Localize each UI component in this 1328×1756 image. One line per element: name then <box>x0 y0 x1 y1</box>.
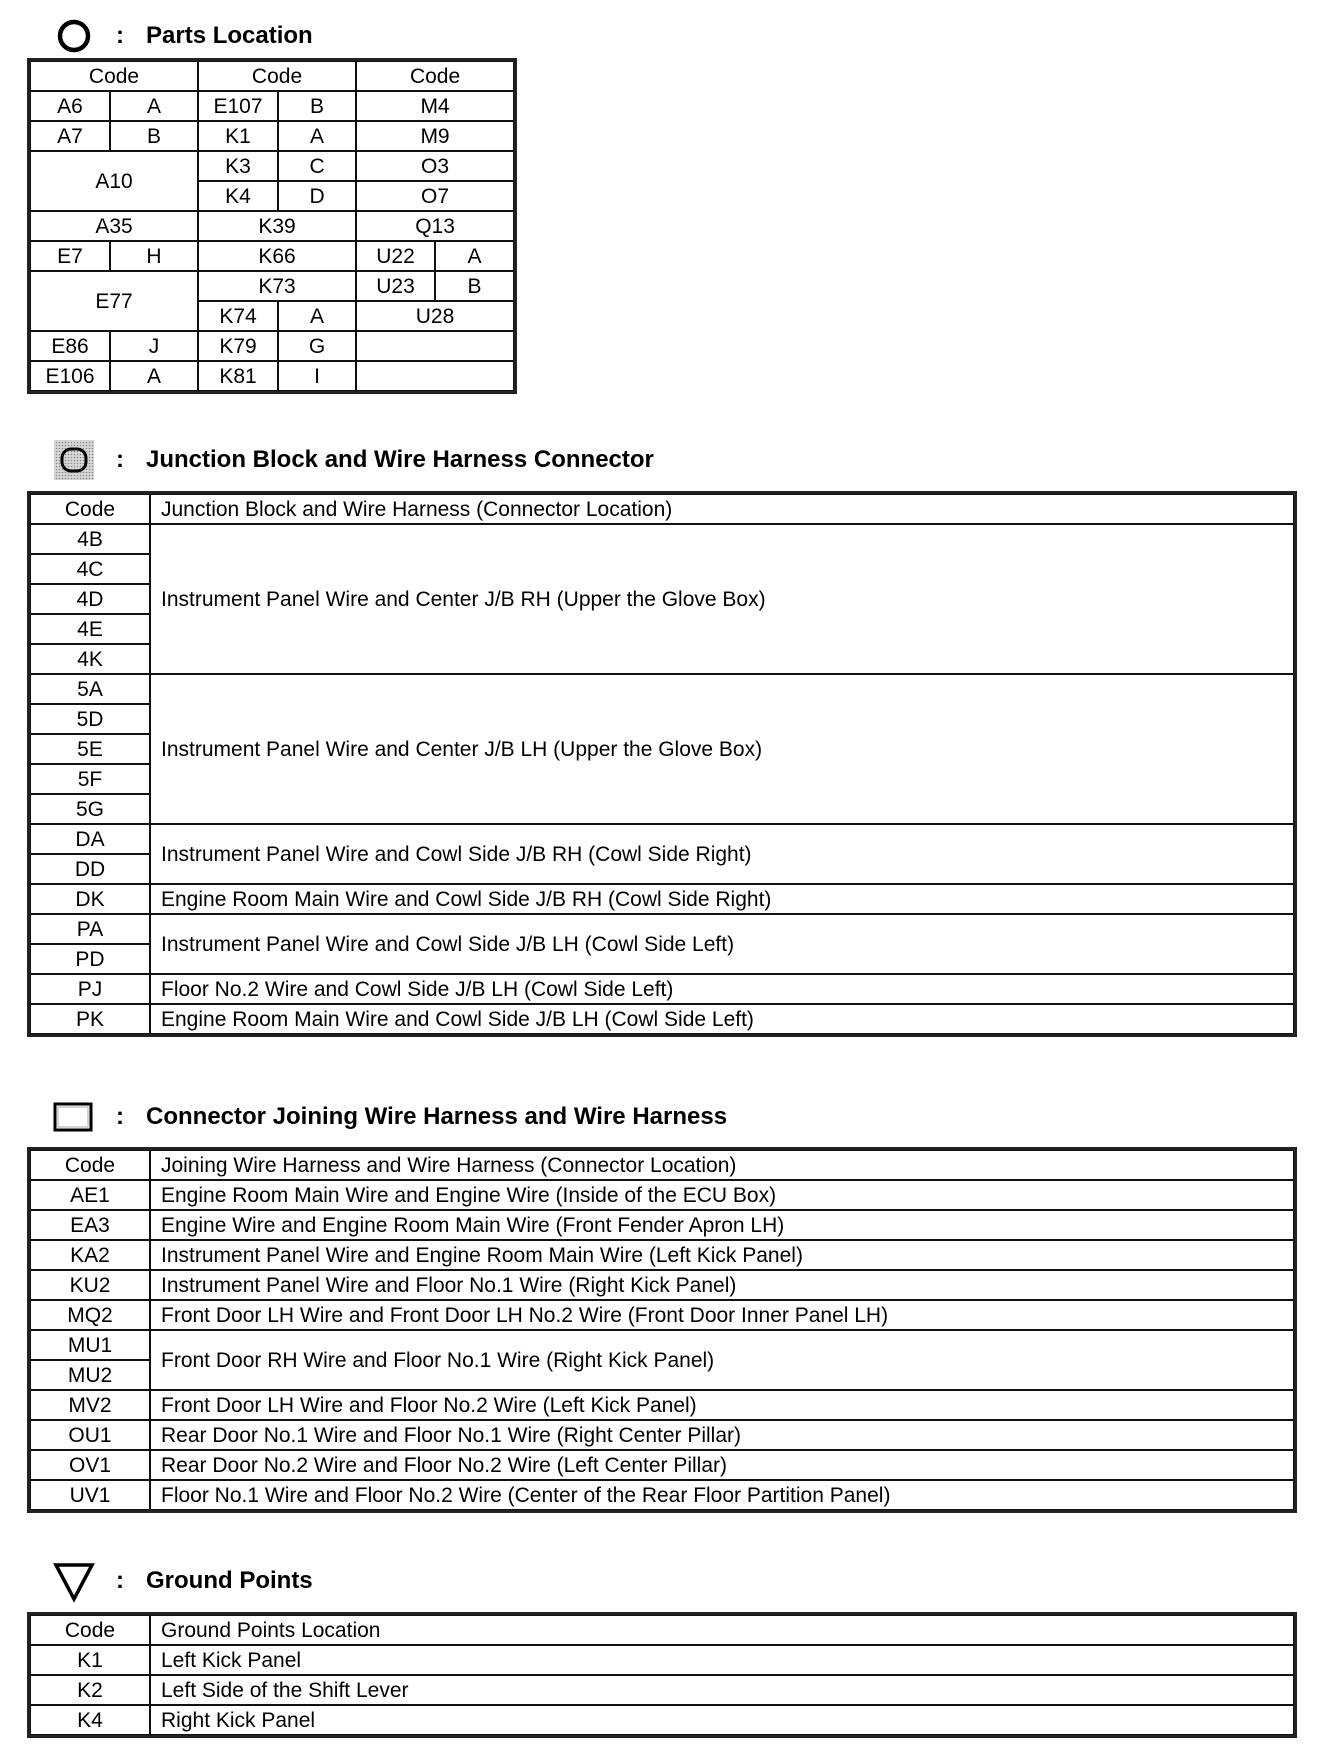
code-cell: E77 <box>30 271 198 331</box>
code-cell: A7 <box>30 121 110 151</box>
location-cell: Instrument Panel Wire and Cowl Side J/B RH (Cowl Side Right) <box>150 824 1294 884</box>
table-row <box>30 494 1294 524</box>
header-cell: Code <box>30 494 150 524</box>
table-row <box>30 884 1294 914</box>
header-cell: Code <box>198 61 356 91</box>
location-cell: Engine Room Main Wire and Engine Wire (Inside of the ECU Box) <box>150 1180 1294 1210</box>
location-cell: Instrument Panel Wire and Center J/B LH (Upper the Glove Box) <box>150 674 1294 824</box>
location-cell: Left Side of the Shift Lever <box>150 1675 1294 1705</box>
table-row <box>30 1645 1294 1675</box>
location-cell: Engine Room Main Wire and Cowl Side J/B RH (Cowl Side Right) <box>150 884 1294 914</box>
code-cell: K1 <box>30 1645 150 1675</box>
code-cell: 5G <box>30 794 150 824</box>
location-cell: Instrument Panel Wire and Center J/B RH (Upper the Glove Box) <box>150 524 1294 674</box>
table-row <box>30 824 1294 854</box>
sub-code-cell: B <box>435 271 514 301</box>
sub-code-cell: D <box>278 181 356 211</box>
header-cell: Joining Wire Harness and Wire Harness (Connector Location) <box>150 1150 1294 1180</box>
location-cell: Instrument Panel Wire and Engine Room Main Wire (Left Kick Panel) <box>150 1240 1294 1270</box>
table-row <box>30 211 514 241</box>
junction-block-title: Junction Block and Wire Harness Connector <box>146 446 654 473</box>
code-cell: K2 <box>30 1675 150 1705</box>
location-cell: Rear Door No.2 Wire and Floor No.2 Wire (Left Center Pillar) <box>150 1450 1294 1480</box>
code-cell: 4D <box>30 584 150 614</box>
parts-location-table <box>29 60 515 392</box>
table-row <box>30 914 1294 944</box>
code-cell: O3 <box>356 151 514 181</box>
code-cell: KA2 <box>30 1240 150 1270</box>
table-row <box>30 1390 1294 1420</box>
empty-cell <box>356 331 514 361</box>
parts-location-header: : Parts Location <box>52 16 313 56</box>
sub-code-cell: A <box>278 301 356 331</box>
code-cell: K4 <box>30 1705 150 1735</box>
code-cell: E7 <box>30 241 110 271</box>
location-cell: Front Door LH Wire and Floor No.2 Wire (Left Kick Panel) <box>150 1390 1294 1420</box>
location-cell: Front Door LH Wire and Front Door LH No.2 Wire (Front Door Inner Panel LH) <box>150 1300 1294 1330</box>
table-row <box>30 331 514 361</box>
code-cell: K73 <box>198 271 356 301</box>
location-cell: Rear Door No.1 Wire and Floor No.1 Wire (Right Center Pillar) <box>150 1420 1294 1450</box>
connector-joining-table <box>29 1149 1295 1511</box>
table-row <box>30 1300 1294 1330</box>
sub-code-cell: J <box>110 331 198 361</box>
table-row <box>30 1675 1294 1705</box>
header-cell: Code <box>30 1150 150 1180</box>
sub-code-cell: B <box>110 121 198 151</box>
parts-location-title: Parts Location <box>146 22 313 49</box>
code-cell: 4K <box>30 644 150 674</box>
header-cell: Code <box>356 61 514 91</box>
code-cell: KU2 <box>30 1270 150 1300</box>
location-cell: Engine Wire and Engine Room Main Wire (Front Fender Apron LH) <box>150 1210 1294 1240</box>
location-cell: Right Kick Panel <box>150 1705 1294 1735</box>
code-cell: E107 <box>198 91 278 121</box>
code-cell: K3 <box>198 151 278 181</box>
code-cell: 5A <box>30 674 150 704</box>
code-cell: DK <box>30 884 150 914</box>
header-cell: Ground Points Location <box>150 1615 1294 1645</box>
table-row <box>30 1270 1294 1300</box>
code-cell: MQ2 <box>30 1300 150 1330</box>
table-row <box>30 1705 1294 1735</box>
ground-points-table <box>29 1614 1295 1736</box>
circle-symbol-icon <box>52 16 96 56</box>
table-row <box>30 1615 1294 1645</box>
code-cell: A6 <box>30 91 110 121</box>
sub-code-cell: A <box>110 361 198 391</box>
table-row <box>30 524 1294 554</box>
junction-block-table <box>29 493 1295 1035</box>
code-cell: PJ <box>30 974 150 1004</box>
code-cell: MV2 <box>30 1390 150 1420</box>
table-row <box>30 1450 1294 1480</box>
table-row <box>30 241 514 271</box>
code-cell: UV1 <box>30 1480 150 1510</box>
location-cell: Instrument Panel Wire and Cowl Side J/B LH (Cowl Side Left) <box>150 914 1294 974</box>
code-cell: A35 <box>30 211 198 241</box>
code-cell: PD <box>30 944 150 974</box>
table-row <box>30 151 514 181</box>
table-row <box>30 361 514 391</box>
header-cell: Code <box>30 61 198 91</box>
ground-points-header: : Ground Points <box>52 1561 313 1601</box>
rectangle-symbol-icon <box>52 1097 96 1137</box>
location-cell: Floor No.1 Wire and Floor No.2 Wire (Center of the Rear Floor Partition Panel) <box>150 1480 1294 1510</box>
code-cell: K1 <box>198 121 278 151</box>
sub-code-cell: A <box>278 121 356 151</box>
location-cell: Left Kick Panel <box>150 1645 1294 1675</box>
sub-code-cell: B <box>278 91 356 121</box>
code-cell: K74 <box>198 301 278 331</box>
table-row <box>30 1330 1294 1360</box>
code-cell: K39 <box>198 211 356 241</box>
table-row <box>30 1480 1294 1510</box>
table-row <box>30 61 514 91</box>
table-row <box>30 1240 1294 1270</box>
sub-code-cell: H <box>110 241 198 271</box>
code-cell: PK <box>30 1004 150 1034</box>
sub-code-cell: I <box>278 361 356 391</box>
table-row <box>30 91 514 121</box>
code-cell: K79 <box>198 331 278 361</box>
table-row <box>30 1420 1294 1450</box>
code-cell: 4B <box>30 524 150 554</box>
code-cell: MU1 <box>30 1330 150 1360</box>
location-cell: Instrument Panel Wire and Floor No.1 Wire (Right Kick Panel) <box>150 1270 1294 1300</box>
location-cell: Engine Room Main Wire and Cowl Side J/B LH (Cowl Side Left) <box>150 1004 1294 1034</box>
code-cell: Q13 <box>356 211 514 241</box>
code-cell: AE1 <box>30 1180 150 1210</box>
code-cell: OV1 <box>30 1450 150 1480</box>
code-cell: E86 <box>30 331 110 361</box>
code-cell: 4C <box>30 554 150 584</box>
sub-code-cell: G <box>278 331 356 361</box>
table-row <box>30 1210 1294 1240</box>
table-row <box>30 271 514 301</box>
location-cell: Front Door RH Wire and Floor No.1 Wire (Right Kick Panel) <box>150 1330 1294 1390</box>
code-cell: EA3 <box>30 1210 150 1240</box>
triangle-symbol-icon <box>52 1561 96 1601</box>
empty-cell <box>356 361 514 391</box>
code-cell: MU2 <box>30 1360 150 1390</box>
code-cell: U23 <box>356 271 435 301</box>
code-cell: DA <box>30 824 150 854</box>
header-cell: Junction Block and Wire Harness (Connector Location) <box>150 494 1294 524</box>
header-cell: Code <box>30 1615 150 1645</box>
table-row <box>30 1004 1294 1034</box>
code-cell: OU1 <box>30 1420 150 1450</box>
sub-code-cell: C <box>278 151 356 181</box>
table-row <box>30 974 1294 1004</box>
ground-points-title: Ground Points <box>146 1567 313 1594</box>
code-cell: O7 <box>356 181 514 211</box>
code-cell: E106 <box>30 361 110 391</box>
code-cell: M9 <box>356 121 514 151</box>
code-cell: DD <box>30 854 150 884</box>
connector-joining-header: : Connector Joining Wire Harness and Wire Harness <box>52 1097 727 1137</box>
code-cell: 5D <box>30 704 150 734</box>
sub-code-cell: A <box>110 91 198 121</box>
table-row <box>30 121 514 151</box>
code-cell: M4 <box>356 91 514 121</box>
junction-block-symbol-icon <box>52 440 96 480</box>
location-cell: Floor No.2 Wire and Cowl Side J/B LH (Cowl Side Left) <box>150 974 1294 1004</box>
table-row <box>30 674 1294 704</box>
code-cell: PA <box>30 914 150 944</box>
code-cell: K66 <box>198 241 356 271</box>
code-cell: 5E <box>30 734 150 764</box>
code-cell: U22 <box>356 241 435 271</box>
code-cell: U28 <box>356 301 514 331</box>
sub-code-cell: A <box>435 241 514 271</box>
code-cell: A10 <box>30 151 198 211</box>
code-cell: 4E <box>30 614 150 644</box>
junction-block-header: : Junction Block and Wire Harness Connector <box>52 440 654 480</box>
code-cell: K4 <box>198 181 278 211</box>
code-cell: K81 <box>198 361 278 391</box>
table-row <box>30 1180 1294 1210</box>
code-cell: 5F <box>30 764 150 794</box>
connector-joining-title: Connector Joining Wire Harness and Wire Harness <box>146 1103 728 1130</box>
table-row <box>30 1150 1294 1180</box>
